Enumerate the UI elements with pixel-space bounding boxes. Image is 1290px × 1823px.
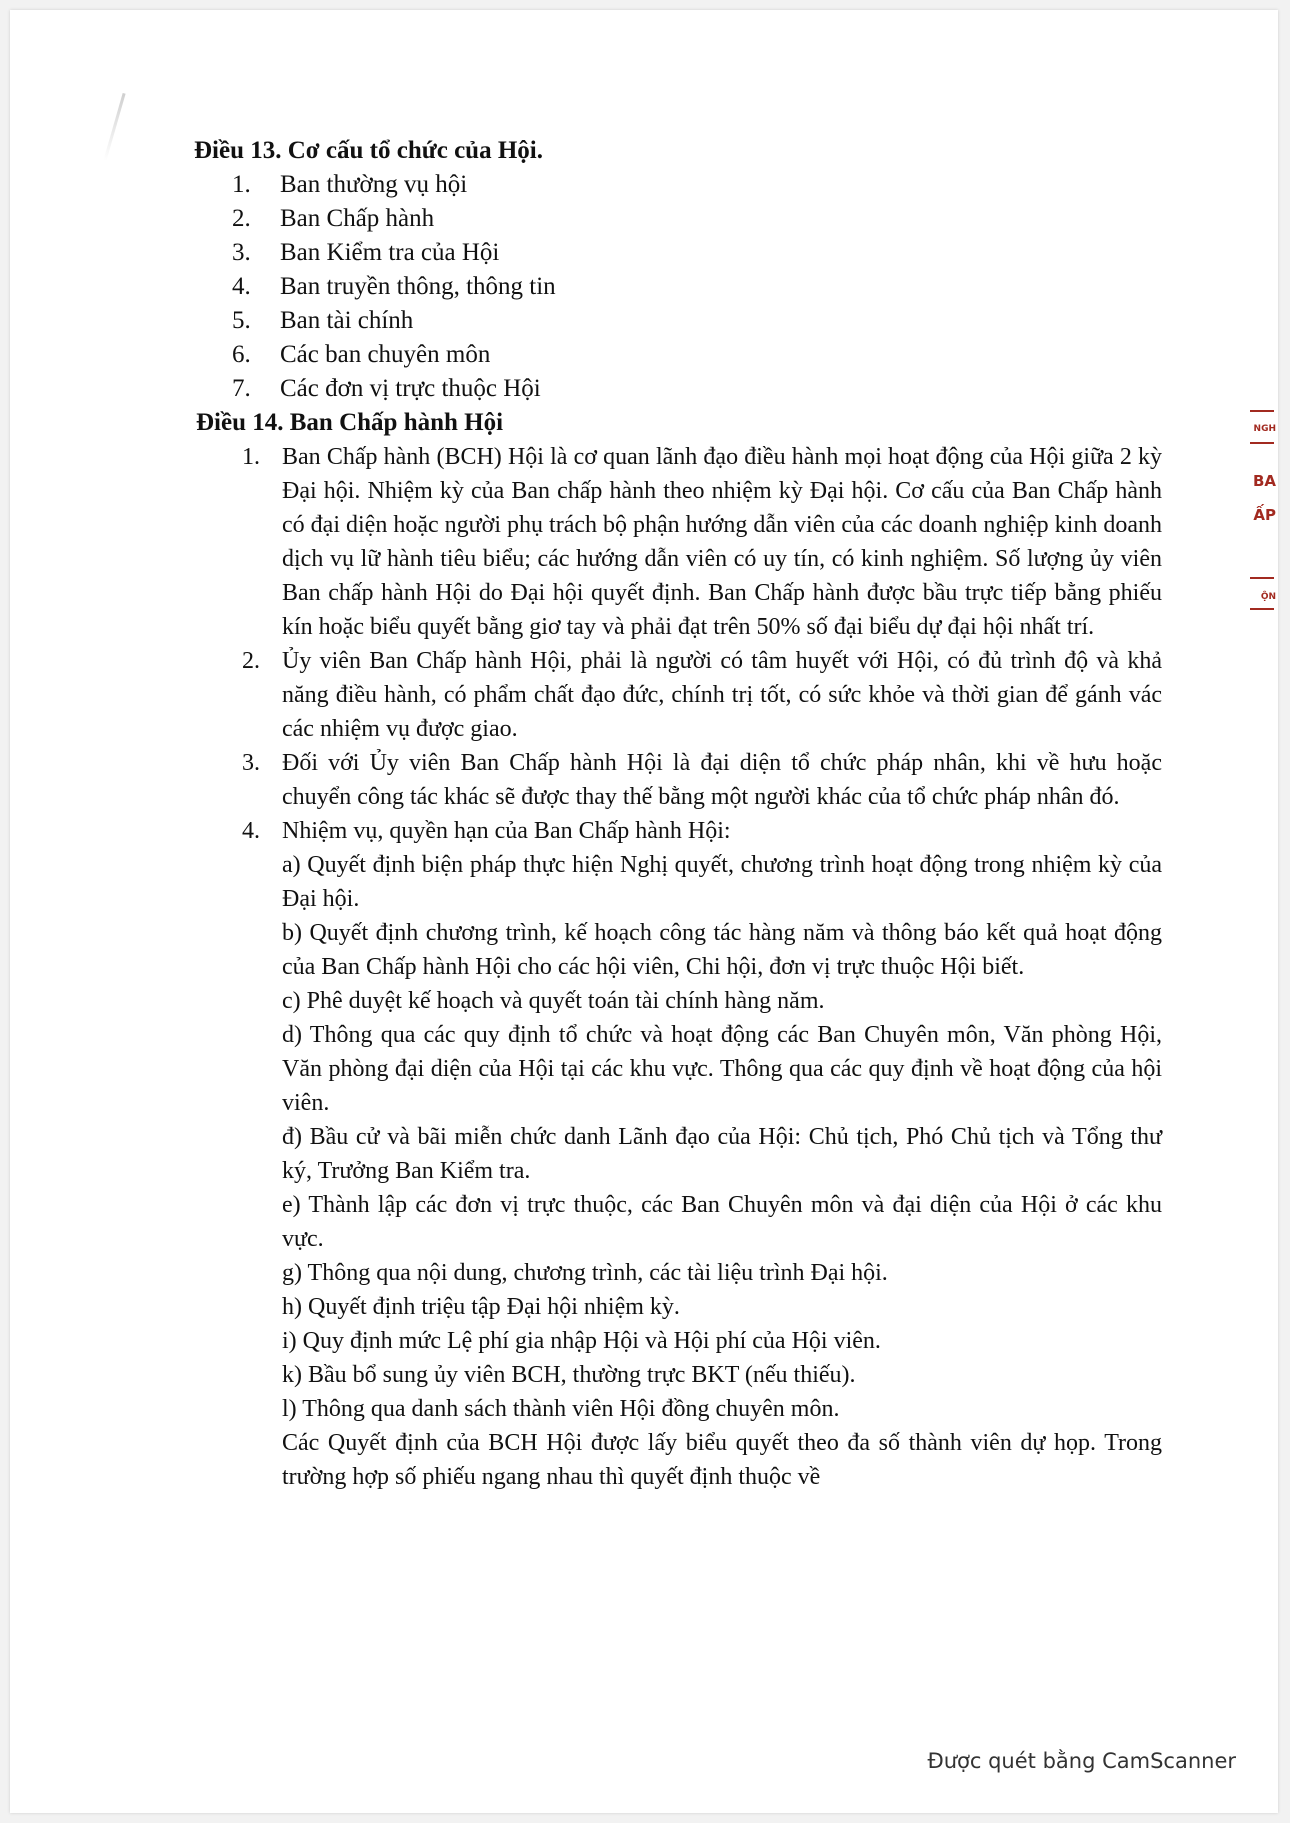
stamp-stroke — [1250, 608, 1274, 610]
margin-stamp-fragment: ẤP — [1253, 506, 1276, 524]
article-14-list — [242, 440, 1162, 1494]
stamp-stroke — [1250, 577, 1274, 579]
item-number: 4. — [232, 273, 251, 300]
item-text: Ban Kiểm tra của Hội — [280, 239, 500, 266]
stamp-stroke — [1250, 442, 1274, 444]
camscanner-watermark: Được quét bằng CamScanner — [927, 1749, 1236, 1773]
item-text: Ban Chấp hành (BCH) Hội là cơ quan lãnh đạo điều hành mọi hoạt động của Hội giữa 2 kỳ Đại hội. Nhiệm kỳ của Ban chấp hành theo nhiệm kỳ Đại hội. Cơ cấu của Ban Chấp hành có đại diện hoặc người phụ trách bộ phận hướng dẫn viên của các doanh nghiệp kinh doanh dịch vụ lữ hành tiêu biểu; các hướng dẫn viên có uy tín, có kinh nghiệm. Số lượng ủy viên Ban chấp hành Hội do Đại hội quyết định. Ban Chấp hành được bầu trực tiếp bằng phiếu kín hoặc biểu quyết bằng giơ tay và phải đạt trên 50% số đại biểu dự đại hội nhất trí. — [282, 444, 1162, 640]
item-number: 7. — [232, 375, 251, 402]
duty-item: g) Thông qua nội dung, chương trình, các tài liệu trình Đại hội. — [282, 1260, 888, 1286]
item-number: 4. — [242, 818, 260, 844]
duty-item: đ) Bầu cử và bãi miễn chức danh Lãnh đạo của Hội: Chủ tịch, Phó Chủ tịch và Tổng thư ký, Trưởng Ban Kiểm tra. — [282, 1124, 1162, 1184]
list-item — [232, 372, 556, 406]
margin-stamp-fragment: BA — [1252, 472, 1276, 490]
item-number: 3. — [242, 750, 260, 776]
item-number: 1. — [232, 171, 251, 198]
item-body — [282, 814, 1162, 1494]
item-number: 2. — [242, 648, 260, 674]
duty-item: b) Quyết định chương trình, kế hoạch công tác hàng năm và thông báo kết quả hoạt động của Ban Chấp hành Hội cho các hội viên, Chi hội, đơn vị trực thuộc Hội biết. — [282, 920, 1162, 980]
stamp-stroke — [1250, 410, 1274, 412]
item-number: 1. — [242, 444, 260, 470]
article-13-list — [232, 168, 556, 406]
duty-item: i) Quy định mức Lệ phí gia nhập Hội và Hội phí của Hội viên. — [282, 1328, 881, 1354]
list-item — [232, 270, 556, 304]
item-number: 3. — [232, 239, 251, 266]
duty-item: k) Bầu bổ sung ủy viên BCH, thường trực BKT (nếu thiếu). — [282, 1362, 856, 1388]
duty-item: l) Thông qua danh sách thành viên Hội đồng chuyên môn. — [282, 1396, 840, 1422]
list-item — [242, 746, 1162, 814]
list-item — [232, 202, 556, 236]
item-text: Các ban chuyên môn — [280, 341, 491, 368]
list-item — [242, 644, 1162, 746]
item-number: 2. — [232, 205, 251, 232]
item-number: 6. — [232, 341, 251, 368]
duty-closing-text: Các Quyết định của BCH Hội được lấy biểu quyết theo đa số thành viên dự họp. Trong trường hợp số phiếu ngang nhau thì quyết định thuộc về — [282, 1430, 1162, 1490]
item-text: Ban thường vụ hội — [280, 171, 468, 198]
list-item — [242, 440, 1162, 644]
list-item — [232, 168, 556, 202]
item-number: 5. — [232, 307, 251, 334]
list-item — [242, 814, 1162, 1494]
duty-item: e) Thành lập các đơn vị trực thuộc, các Ban Chuyên môn và đại diện của Hội ở các khu vực. — [282, 1192, 1162, 1252]
article-14-heading: Điều 14. Ban Chấp hành Hội — [196, 409, 504, 436]
list-item — [232, 304, 556, 338]
item-text: Các đơn vị trực thuộc Hội — [280, 375, 541, 402]
duty-item: d) Thông qua các quy định tổ chức và hoạt động các Ban Chuyên môn, Văn phòng Hội, Văn phòng đại diện của Hội tại các khu vực. Thông qua các quy định về hoạt động của hội viên. — [282, 1022, 1162, 1116]
duty-item: c) Phê duyệt kế hoạch và quyết toán tài chính hàng năm. — [282, 988, 825, 1014]
margin-stamp-fragment: ỘN — [1260, 592, 1276, 602]
duty-item: a) Quyết định biện pháp thực hiện Nghị quyết, chương trình hoạt động trong nhiệm kỳ của Đại hội. — [282, 852, 1162, 912]
duties-list — [282, 848, 1162, 1494]
item-text: Ban tài chính — [280, 307, 414, 334]
item-text: Ban truyền thông, thông tin — [280, 273, 556, 300]
article-13-heading: Điều 13. Cơ cấu tổ chức của Hội. — [194, 137, 543, 164]
item-text: Nhiệm vụ, quyền hạn của Ban Chấp hành Hội: — [282, 818, 731, 844]
document-body — [10, 10, 1278, 1813]
margin-stamp-fragment: NGH — [1253, 424, 1276, 434]
duty-item: h) Quyết định triệu tập Đại hội nhiệm kỳ. — [282, 1294, 680, 1320]
list-item — [232, 236, 556, 270]
list-item — [232, 338, 556, 372]
item-text: Ủy viên Ban Chấp hành Hội, phải là người có tâm huyết với Hội, có đủ trình độ và khả năng điều hành, có phẩm chất đạo đức, chính trị tốt, có sức khỏe và thời gian để gánh vác các nhiệm vụ được giao. — [282, 648, 1162, 742]
scanned-page — [10, 10, 1278, 1813]
item-text: Đối với Ủy viên Ban Chấp hành Hội là đại diện tổ chức pháp nhân, khi về hưu hoặc chuyển công tác khác sẽ được thay thế bằng một người khác của tổ chức pháp nhân đó. — [282, 750, 1162, 810]
item-text: Ban Chấp hành — [280, 205, 435, 232]
